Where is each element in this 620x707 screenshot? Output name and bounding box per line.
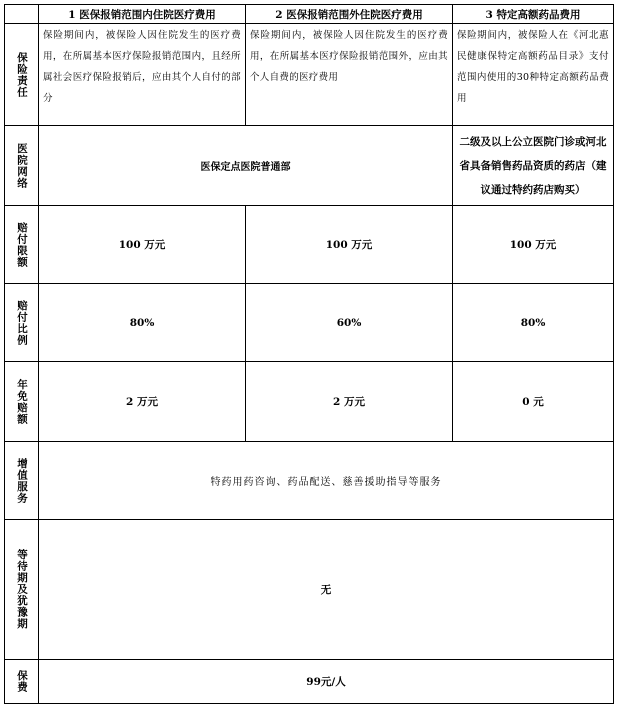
responsibility-col2: 保险期间内，被保险人因住院发生的医疗费用，在所属基本医疗保险报销范围外，应由其个人自费的医疗费用	[246, 24, 453, 126]
limit-col1: 100 万元	[39, 206, 246, 284]
row-responsibility	[5, 24, 614, 126]
label-ratio: 赔付比例	[5, 284, 39, 362]
label-responsibility: 保险责任	[5, 24, 39, 126]
row-premium	[5, 660, 614, 704]
label-network: 医院网络	[5, 126, 39, 206]
label-deductible: 年免赔额	[5, 362, 39, 442]
row-waiting	[5, 520, 614, 660]
row-limit	[5, 206, 614, 284]
waiting-text: 无	[39, 520, 614, 660]
label-waiting: 等待期及犹豫期	[5, 520, 39, 660]
network-col3: 二级及以上公立医院门诊或河北省具备销售药品资质的药店（建议通过特约药店购买）	[453, 126, 614, 206]
row-deductible	[5, 362, 614, 442]
network-col12: 医保定点医院普通部	[39, 126, 453, 206]
label-service: 增值服务	[5, 442, 39, 520]
header-inpatient-covered: 1 医保报销范围内住院医疗费用	[39, 5, 246, 24]
label-premium: 保费	[5, 660, 39, 704]
row-ratio	[5, 284, 614, 362]
premium-text: 99元/人	[39, 660, 614, 704]
ratio-col1: 80%	[39, 284, 246, 362]
service-text: 特药用药咨询、药品配送、慈善援助指导等服务	[39, 442, 614, 520]
limit-col2: 100 万元	[246, 206, 453, 284]
label-limit: 赔付限额	[5, 206, 39, 284]
row-service	[5, 442, 614, 520]
row-network	[5, 126, 614, 206]
deductible-col2: 2 万元	[246, 362, 453, 442]
limit-col3: 100 万元	[453, 206, 614, 284]
responsibility-col1: 保险期间内，被保险人因住院发生的医疗费用，在所属基本医疗保险报销范围内，且经所属社会医疗保险报销后，应由其个人自付的部分	[39, 24, 246, 126]
responsibility-col3: 保险期间内，被保险人在《河北惠民健康保特定高额药品目录》支付范围内使用的30种特定高额药品费用	[453, 24, 614, 126]
deductible-col1: 2 万元	[39, 362, 246, 442]
ratio-col3: 80%	[453, 284, 614, 362]
header-special-drugs: 3 特定高额药品费用	[453, 5, 614, 24]
deductible-col3: 0 元	[453, 362, 614, 442]
corner-cell	[5, 5, 39, 24]
table-header-row	[5, 5, 614, 24]
insurance-plan-table	[4, 4, 614, 704]
header-inpatient-uncovered: 2 医保报销范围外住院医疗费用	[246, 5, 453, 24]
ratio-col2: 60%	[246, 284, 453, 362]
